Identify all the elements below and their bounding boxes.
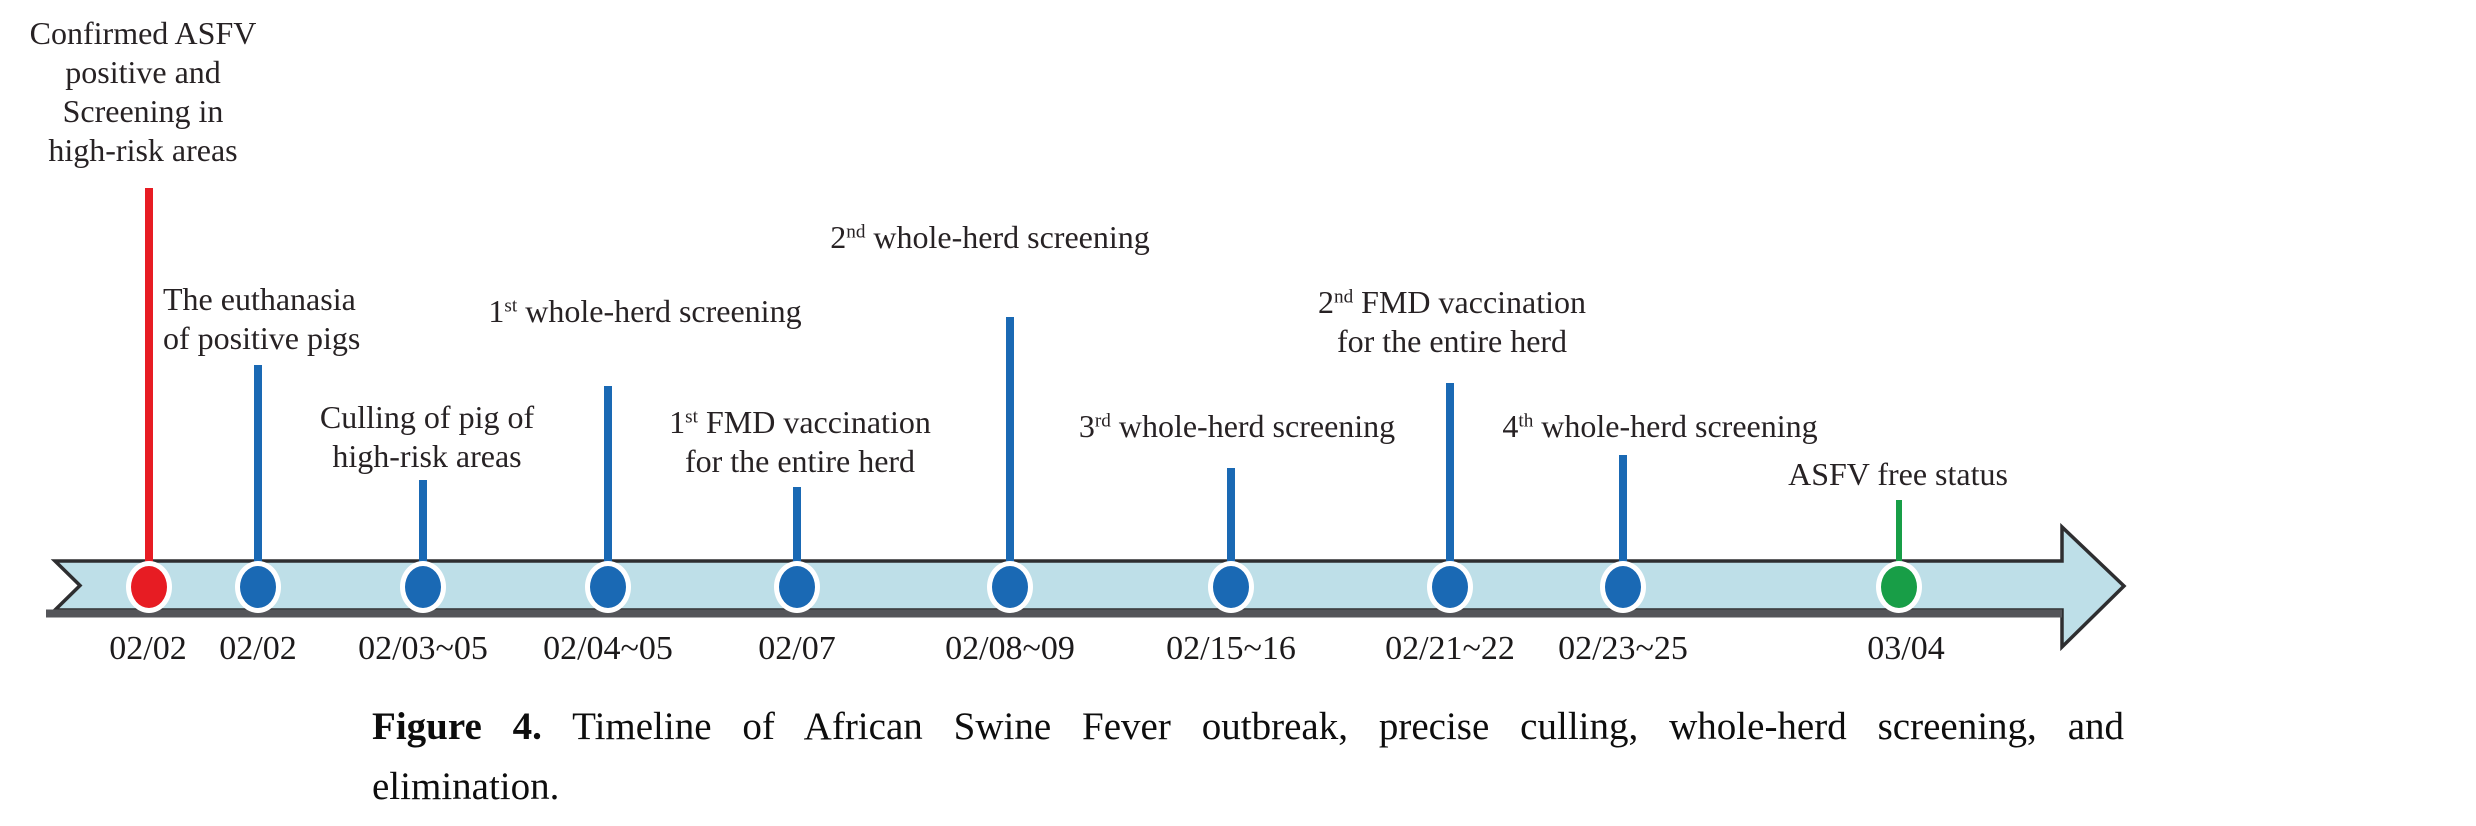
- event-label-culling-of-high-risk-pigs: Culling of pig of high-risk areas: [319, 399, 535, 474]
- event-dot-euthanasia-of-positive-pigs: [235, 561, 281, 613]
- event-dot-asfv-free-status: [1876, 561, 1922, 613]
- event-date-culling-of-high-risk-pigs: 02/03~05: [358, 630, 488, 667]
- event-date-whole-herd-screening-3: 02/15~16: [1166, 630, 1296, 667]
- event-label-confirmed-asfv-positive: Confirmed ASFV positive and Screening in high-risk areas: [29, 15, 257, 168]
- event-date-fmd-vaccination-1: 02/07: [758, 630, 836, 667]
- event-label-fmd-vaccination-2: 2nd FMD vaccination for the entire herd: [1317, 284, 1587, 359]
- event-date-whole-herd-screening-1: 02/04~05: [543, 630, 673, 667]
- event-label-whole-herd-screening-4: 4th whole-herd screening: [1502, 408, 1818, 444]
- event-label-whole-herd-screening-3: 3rd whole-herd screening: [1078, 408, 1396, 444]
- event-stem-whole-herd-screening-2: [1006, 317, 1014, 587]
- event-dot-whole-herd-screening-3: [1208, 561, 1254, 613]
- event-dot-fmd-vaccination-1: [774, 561, 820, 613]
- figure-caption-label: Figure 4.: [372, 705, 542, 748]
- event-dot-whole-herd-screening-2: [987, 561, 1033, 613]
- event-label-whole-herd-screening-2: 2nd whole-herd screening: [830, 219, 1150, 255]
- event-dot-culling-of-high-risk-pigs: [400, 561, 446, 613]
- event-date-whole-herd-screening-2: 02/08~09: [945, 630, 1075, 667]
- event-label-fmd-vaccination-1: 1st FMD vaccination for the entire herd: [669, 404, 931, 479]
- event-date-fmd-vaccination-2: 02/21~22: [1385, 630, 1515, 667]
- event-label-whole-herd-screening-1: 1st whole-herd screening: [488, 293, 802, 329]
- event-stem-euthanasia-of-positive-pigs: [254, 365, 262, 587]
- timeline-band: [55, 527, 2124, 647]
- event-date-confirmed-asfv-positive: 02/02: [109, 630, 187, 667]
- figure-caption-line2: elimination.: [372, 764, 560, 808]
- event-date-whole-herd-screening-4: 02/23~25: [1558, 630, 1688, 667]
- event-stem-confirmed-asfv-positive: [145, 188, 153, 587]
- event-dot-confirmed-asfv-positive: [126, 561, 172, 613]
- event-label-asfv-free-status: ASFV free status: [1788, 456, 2008, 492]
- event-label-euthanasia-of-positive-pigs: The euthanasia of positive pigs: [163, 281, 361, 356]
- event-dot-whole-herd-screening-4: [1600, 561, 1646, 613]
- event-date-asfv-free-status: 03/04: [1867, 630, 1945, 667]
- figure-caption-line1: [372, 702, 2124, 752]
- event-dot-fmd-vaccination-2: [1427, 561, 1473, 613]
- event-stem-whole-herd-screening-1: [604, 386, 612, 587]
- figure-caption: [372, 702, 2124, 812]
- event-stem-fmd-vaccination-2: [1446, 383, 1454, 587]
- event-dot-whole-herd-screening-1: [585, 561, 631, 613]
- figure-caption-text: Timeline of African Swine Fever outbreak, precise culling, whole-herd screening, and: [572, 705, 2125, 748]
- event-date-euthanasia-of-positive-pigs: 02/02: [219, 630, 297, 667]
